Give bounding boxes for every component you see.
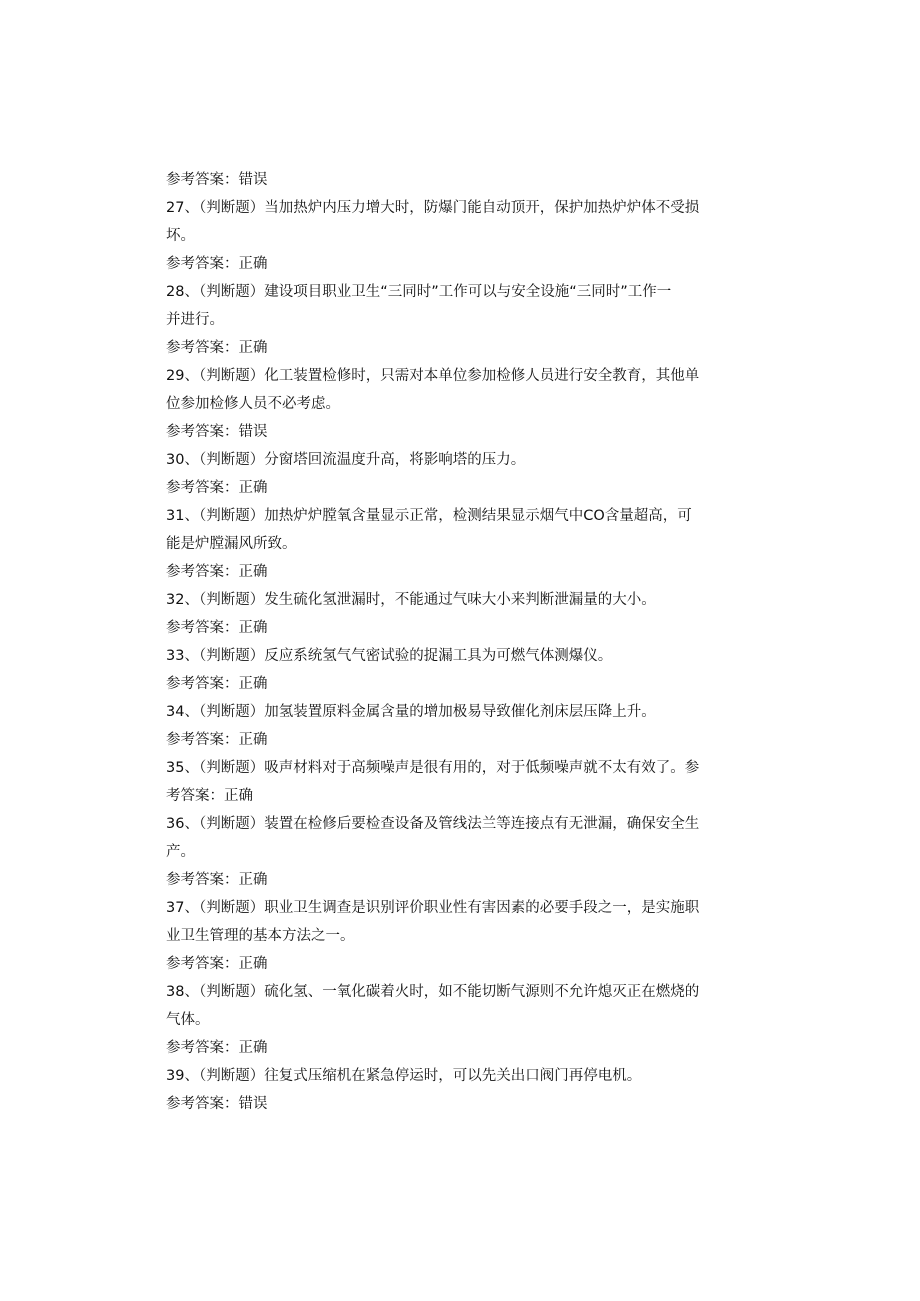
question-line-cont: 业卫生管理的基本方法之一。 [166,928,355,944]
answer-line: 参考答案：正确 [166,564,268,580]
answer-line: 参考答案：正确 [166,340,268,356]
question-line-cont: 坏。 [166,228,195,244]
answer-line: 参考答案：正确 [166,1040,268,1056]
question-line-cont: 能是炉膛漏风所致。 [166,536,297,552]
answer-line: 参考答案：正确 [166,480,268,496]
question-line-cont: 位参加检修人员不必考虑。 [166,396,340,412]
answer-line: 参考答案：正确 [166,732,268,748]
question-line: 39、（判断题）往复式压缩机在紧急停运时，可以先关出口阀门再停电机。 [166,1068,642,1084]
question-list [166,166,751,1118]
question-line: 28、（判断题）建设项目职业卫生“三同时”工作可以与安全设施“三同时”工作一 [166,284,672,300]
question-line: 37、（判断题）职业卫生调查是识别评价职业性有害因素的必要手段之一，是实施职 [166,900,700,916]
question-line: 34、（判断题）加氢装置原料金属含量的增加极易导致催化剂床层压降上升。 [166,704,656,720]
answer-line: 参考答案：错误 [166,1096,268,1112]
answer-line: 参考答案：正确 [166,256,268,272]
question-line-cont: 气体。 [166,1012,210,1028]
question-line: 33、（判断题）反应系统氢气气密试验的捉漏工具为可燃气体测爆仪。 [166,648,613,664]
question-line-cont: 产。 [166,844,195,860]
answer-line: 参考答案：正确 [166,872,268,888]
question-line: 35、（判断题）吸声材料对于高频噪声是很有用的，对于低频噪声就不太有效了。参 [166,760,700,776]
question-line-cont: 并进行。 [166,312,224,328]
answer-line: 参考答案：错误 [166,424,268,440]
question-line: 32、（判断题）发生硫化氢泄漏时，不能通过气味大小来判断泄漏量的大小。 [166,592,656,608]
answer-line: 参考答案：正确 [166,956,268,972]
question-line: 27、（判断题）当加热炉内压力增大时，防爆门能自动顶开，保护加热炉炉体不受损 [166,200,700,216]
question-line: 36、（判断题）装置在检修后要检查设备及管线法兰等连接点有无泄漏，确保安全生 [166,816,700,832]
question-line: 38、（判断题）硫化氢、一氧化碳着火时，如不能切断气源则不允许熄灭正在燃烧的 [166,984,700,1000]
answer-line: 参考答案：正确 [166,620,268,636]
question-line: 30、（判断题）分窗塔回流温度升高，将影响塔的压力。 [166,452,526,468]
answer-line: 参考答案：错误 [166,172,268,188]
answer-line: 参考答案：正确 [166,676,268,692]
question-line: 29、（判断题）化工装置检修时，只需对本单位参加检修人员进行安全教育，其他单 [166,368,700,384]
question-line-cont: 考答案：正确 [166,788,253,804]
question-line: 31、（判断题）加热炉炉膛氧含量显示正常，检测结果显示烟气中CO含量超高，可 [166,508,692,524]
